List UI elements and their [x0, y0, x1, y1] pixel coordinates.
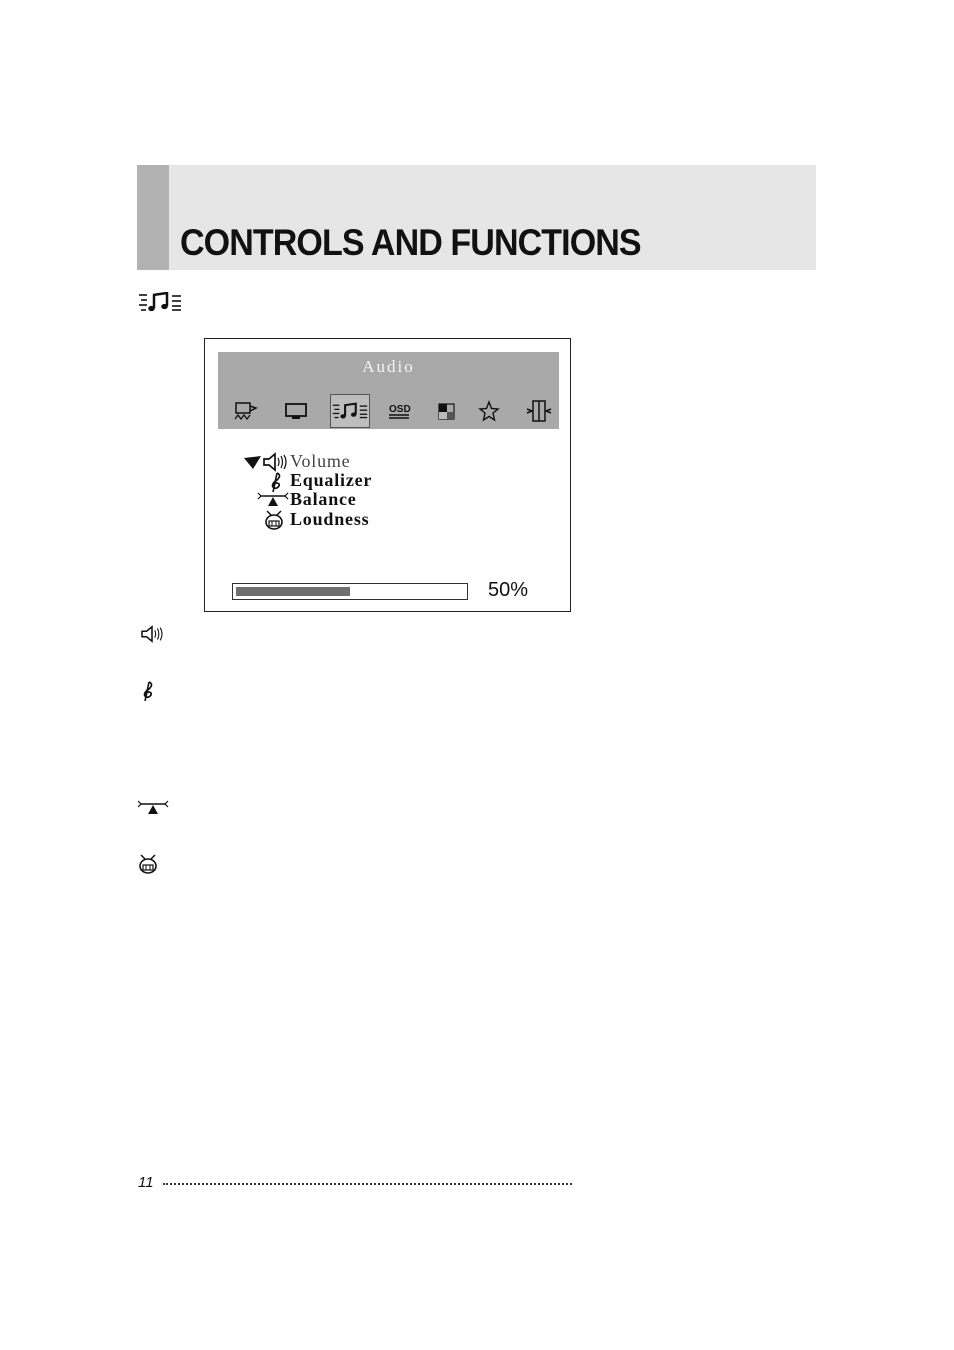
tab-favorite[interactable]: [469, 394, 509, 428]
selection-arrow-icon: [243, 455, 263, 471]
svg-text:OSD: OSD: [389, 404, 411, 415]
osd-icon: [386, 400, 412, 422]
page-number: 11: [138, 1174, 154, 1191]
osd-title: Audio: [362, 357, 415, 376]
tab-color[interactable]: [427, 394, 467, 428]
audio-section-icon: [138, 292, 182, 312]
speaker-icon: [261, 451, 289, 473]
volume-progress-fill: [236, 587, 350, 596]
treble-clef-icon: [139, 680, 157, 702]
treble-clef-icon: [267, 471, 285, 493]
exit-icon: [526, 399, 552, 423]
menu-item-loudness[interactable]: Loudness: [290, 509, 370, 529]
volume-progress-bar[interactable]: [232, 583, 468, 600]
tab-audio[interactable]: [330, 394, 370, 428]
speaker-icon: [138, 624, 166, 644]
balance-icon: [137, 800, 169, 816]
audio-icon: [332, 401, 368, 421]
header-accent: [137, 165, 169, 270]
star-icon: [478, 400, 500, 422]
loudness-icon: [137, 853, 159, 875]
page-title: CONTROLS AND FUNCTIONS: [180, 222, 641, 263]
color-icon: [436, 400, 458, 422]
menu-item-balance[interactable]: Balance: [290, 489, 357, 509]
tab-exit[interactable]: [519, 394, 559, 428]
volume-percent: 50%: [488, 579, 529, 601]
loudness-icon: [263, 509, 285, 531]
menu-item-equalizer[interactable]: Equalizer: [290, 470, 373, 490]
osd-audio-panel: [204, 338, 571, 612]
tab-osd[interactable]: [379, 394, 419, 428]
tab-monitor[interactable]: [276, 394, 316, 428]
osd-tab-bar: [218, 352, 559, 429]
footer-divider: [163, 1183, 572, 1185]
balance-icon: [257, 492, 289, 508]
tab-input-source[interactable]: [226, 394, 266, 428]
menu-item-volume[interactable]: Volume: [290, 451, 351, 471]
input-source-icon: [233, 400, 259, 422]
monitor-icon: [283, 400, 309, 422]
